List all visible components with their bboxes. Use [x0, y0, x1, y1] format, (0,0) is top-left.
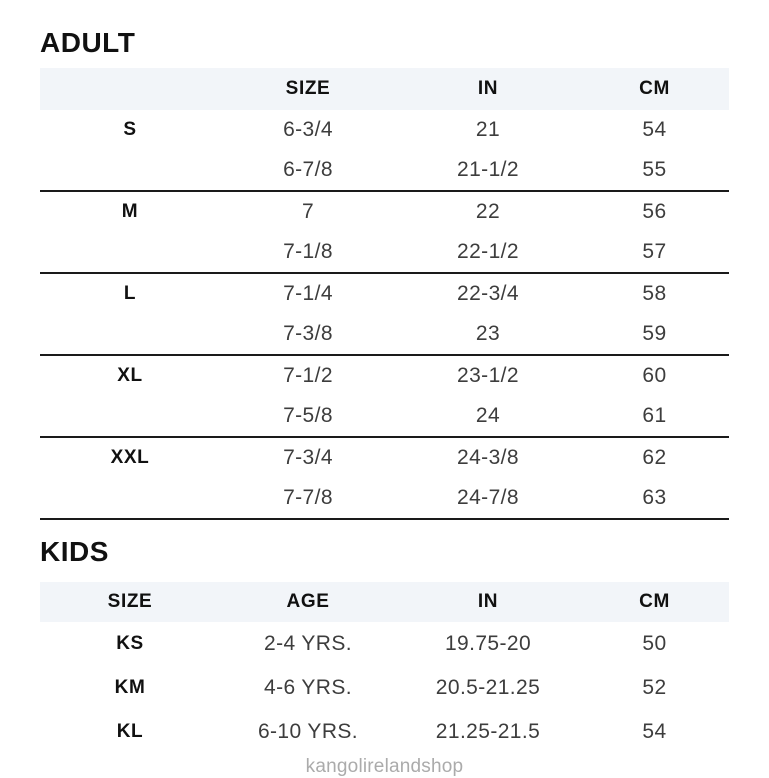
- table-row: [40, 192, 729, 232]
- cm-cell: 55: [642, 158, 667, 181]
- size-label-cell: XXL: [110, 447, 150, 468]
- size-label-cell: S: [123, 119, 137, 140]
- cm-cell: 57: [642, 240, 667, 263]
- hat-size-cell: 6-3/4: [283, 118, 333, 141]
- inches-cell: 22-1/2: [457, 240, 519, 263]
- kids-section-title: KIDS: [40, 536, 109, 567]
- hat-size-cell: 7-1/4: [283, 282, 333, 305]
- inches-cell: 21: [475, 118, 501, 141]
- watermark-text: kangolirelandshop: [305, 756, 464, 777]
- kids-size-cell: KS: [116, 633, 144, 654]
- size-label-cell: XL: [117, 365, 143, 386]
- hat-size-cell: 7-1/8: [283, 240, 333, 263]
- adult-col-header-size: SIZE: [285, 78, 331, 99]
- inches-cell: 24-3/8: [457, 446, 519, 469]
- cm-cell: 63: [642, 486, 667, 509]
- cm-cell: 56: [642, 200, 667, 223]
- age-cell: 6-10 YRS.: [257, 720, 359, 743]
- inches-cell: 23-1/2: [457, 364, 519, 387]
- cm-cell: 52: [642, 676, 667, 699]
- table-row: [40, 274, 729, 314]
- inches-cell: 21.25-21.5: [435, 720, 541, 743]
- inches-cell: 24: [475, 404, 501, 427]
- adult-table-header-row: [40, 68, 729, 110]
- hat-size-cell: 7-3/8: [283, 322, 333, 345]
- adult-size-group: [40, 274, 729, 356]
- adult-col-header-in: IN: [477, 78, 499, 99]
- adult-size-group: [40, 192, 729, 274]
- table-row: [40, 710, 729, 754]
- inches-cell: 22-3/4: [457, 282, 519, 305]
- cm-cell: 54: [642, 720, 667, 743]
- table-row: [40, 150, 729, 190]
- table-row: [40, 232, 729, 272]
- adult-size-group: [40, 438, 729, 520]
- table-row: [40, 438, 729, 478]
- inches-cell: 22: [475, 200, 501, 223]
- hat-size-cell: 7-3/4: [283, 446, 333, 469]
- hat-size-cell: 7: [301, 200, 315, 223]
- kids-size-table: [40, 582, 729, 754]
- adult-col-header-cm: CM: [639, 78, 670, 99]
- hat-size-cell: 7-1/2: [283, 364, 333, 387]
- adult-section-title: ADULT: [40, 27, 136, 58]
- table-row: [40, 396, 729, 436]
- kids-table-body: [40, 622, 729, 754]
- hat-size-cell: 6-7/8: [283, 158, 333, 181]
- kids-col-header-size: SIZE: [107, 591, 153, 612]
- size-label-cell: M: [121, 201, 139, 222]
- hat-size-cell: 7-5/8: [283, 404, 333, 427]
- table-row: [40, 666, 729, 710]
- kids-size-cell: KM: [114, 677, 146, 698]
- kids-col-header-in: IN: [477, 591, 499, 612]
- cm-cell: 59: [642, 322, 667, 345]
- table-row: [40, 478, 729, 518]
- kids-col-header-age: AGE: [286, 591, 330, 612]
- kids-size-cell: KL: [116, 721, 144, 742]
- hat-size-cell: 7-7/8: [283, 486, 333, 509]
- adult-size-group: [40, 356, 729, 438]
- kids-table-header-row: [40, 582, 729, 622]
- table-row: [40, 622, 729, 666]
- cm-cell: 54: [642, 118, 667, 141]
- inches-cell: 24-7/8: [457, 486, 519, 509]
- age-cell: 4-6 YRS.: [263, 676, 353, 699]
- cm-cell: 50: [642, 632, 667, 655]
- table-row: [40, 314, 729, 354]
- table-row: [40, 356, 729, 396]
- cm-cell: 60: [642, 364, 667, 387]
- inches-cell: 19.75-20: [444, 632, 532, 655]
- inches-cell: 23: [475, 322, 501, 345]
- age-cell: 2-4 YRS.: [263, 632, 353, 655]
- inches-cell: 21-1/2: [457, 158, 519, 181]
- cm-cell: 62: [642, 446, 667, 469]
- table-row: [40, 110, 729, 150]
- cm-cell: 58: [642, 282, 667, 305]
- adult-size-group: [40, 110, 729, 192]
- size-label-cell: L: [123, 283, 137, 304]
- inches-cell: 20.5-21.25: [435, 676, 541, 699]
- adult-table-body: [40, 110, 729, 520]
- cm-cell: 61: [642, 404, 667, 427]
- kids-col-header-cm: CM: [639, 591, 670, 612]
- adult-size-table: [40, 68, 729, 520]
